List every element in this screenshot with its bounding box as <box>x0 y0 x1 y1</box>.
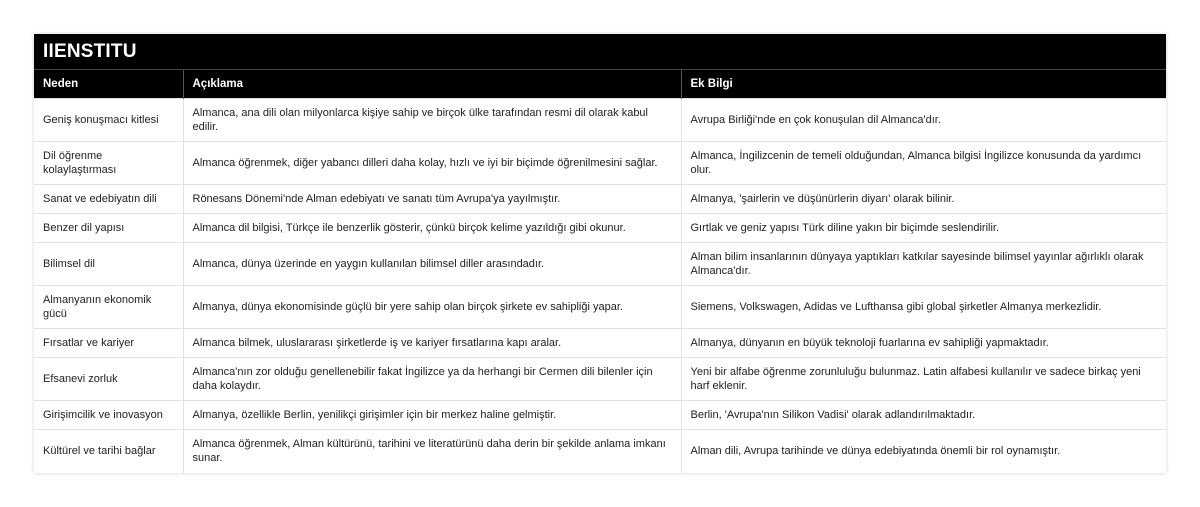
cell-reason: Geniş konuşmacı kitlesi <box>34 99 183 142</box>
content-card <box>34 34 1166 473</box>
cell-extra-info: Almanya, 'şairlerin ve düşünürlerin diyarı' olarak bilinir. <box>681 185 1166 214</box>
cell-reason: Bilimsel dil <box>34 243 183 286</box>
brand-title: IIENSTITU <box>34 34 1166 70</box>
cell-reason: Sanat ve edebiyatın dili <box>34 185 183 214</box>
table-row <box>34 214 1166 243</box>
table-row <box>34 243 1166 286</box>
table-row <box>34 286 1166 329</box>
cell-description: Almanca'nın zor olduğu genellenebilir fakat İngilizce ya da herhangi bir Cermen dili bilenler için daha kolaydır. <box>183 358 681 401</box>
cell-reason: Almanyanın ekonomik gücü <box>34 286 183 329</box>
cell-extra-info: Avrupa Birliği'nde en çok konuşulan dil Almanca'dır. <box>681 99 1166 142</box>
table-row <box>34 329 1166 358</box>
column-header-extra-info: Ek Bilgi <box>681 70 1166 99</box>
cell-extra-info: Gırtlak ve geniz yapısı Türk diline yakın bir biçimde seslendirilir. <box>681 214 1166 243</box>
column-header-reason: Neden <box>34 70 183 99</box>
cell-description: Almanca bilmek, uluslararası şirketlerde iş ve kariyer fırsatlarına kapı aralar. <box>183 329 681 358</box>
table-row <box>34 430 1166 473</box>
cell-description: Almanca, ana dili olan milyonlarca kişiye sahip ve birçok ülke tarafından resmi dil olarak kabul edilir. <box>183 99 681 142</box>
table-row <box>34 142 1166 185</box>
cell-reason: Benzer dil yapısı <box>34 214 183 243</box>
reasons-table <box>34 70 1166 473</box>
cell-description: Almanca, dünya üzerinde en yaygın kullanılan bilimsel diller arasındadır. <box>183 243 681 286</box>
cell-extra-info: Almanca, İngilizcenin de temeli olduğundan, Almanca bilgisi İngilizce konusunda da yardımcı olur. <box>681 142 1166 185</box>
cell-extra-info: Yeni bir alfabe öğrenme zorunluluğu bulunmaz. Latin alfabesi kullanılır ve sadece birkaç yeni harf eklenir. <box>681 358 1166 401</box>
cell-reason: Dil öğrenme kolaylaştırması <box>34 142 183 185</box>
table-row <box>34 185 1166 214</box>
cell-reason: Fırsatlar ve kariyer <box>34 329 183 358</box>
cell-reason: Efsanevi zorluk <box>34 358 183 401</box>
cell-reason: Girişimcilik ve inovasyon <box>34 401 183 430</box>
table-row <box>34 358 1166 401</box>
column-header-description: Açıklama <box>183 70 681 99</box>
cell-extra-info: Alman bilim insanlarının dünyaya yaptıkları katkılar sayesinde bilimsel yayınlar ağırlıklı olarak Almanca'dır. <box>681 243 1166 286</box>
cell-reason: Kültürel ve tarihi bağlar <box>34 430 183 473</box>
cell-extra-info: Siemens, Volkswagen, Adidas ve Lufthansa gibi global şirketler Almanya merkezlidir. <box>681 286 1166 329</box>
cell-description: Almanca öğrenmek, Alman kültürünü, tarihini ve literatürünü daha derin bir şekilde anlama imkanı sunar. <box>183 430 681 473</box>
table-row <box>34 401 1166 430</box>
table-row <box>34 99 1166 142</box>
cell-extra-info: Alman dili, Avrupa tarihinde ve dünya edebiyatında önemli bir rol oynamıştır. <box>681 430 1166 473</box>
cell-description: Rönesans Dönemi'nde Alman edebiyatı ve sanatı tüm Avrupa'ya yayılmıştır. <box>183 185 681 214</box>
cell-description: Almanca öğrenmek, diğer yabancı dilleri daha kolay, hızlı ve iyi bir biçimde öğrenilmesini sağlar. <box>183 142 681 185</box>
table-header-row <box>34 70 1166 99</box>
cell-extra-info: Berlin, 'Avrupa'nın Silikon Vadisi' olarak adlandırılmaktadır. <box>681 401 1166 430</box>
cell-extra-info: Almanya, dünyanın en büyük teknoloji fuarlarına ev sahipliği yapmaktadır. <box>681 329 1166 358</box>
cell-description: Almanca dil bilgisi, Türkçe ile benzerlik gösterir, çünkü birçok kelime yazıldığı gibi okunur. <box>183 214 681 243</box>
cell-description: Almanya, özellikle Berlin, yenilikçi girişimler için bir merkez haline gelmiştir. <box>183 401 681 430</box>
cell-description: Almanya, dünya ekonomisinde güçlü bir yere sahip olan birçok şirkete ev sahipliği yapar. <box>183 286 681 329</box>
